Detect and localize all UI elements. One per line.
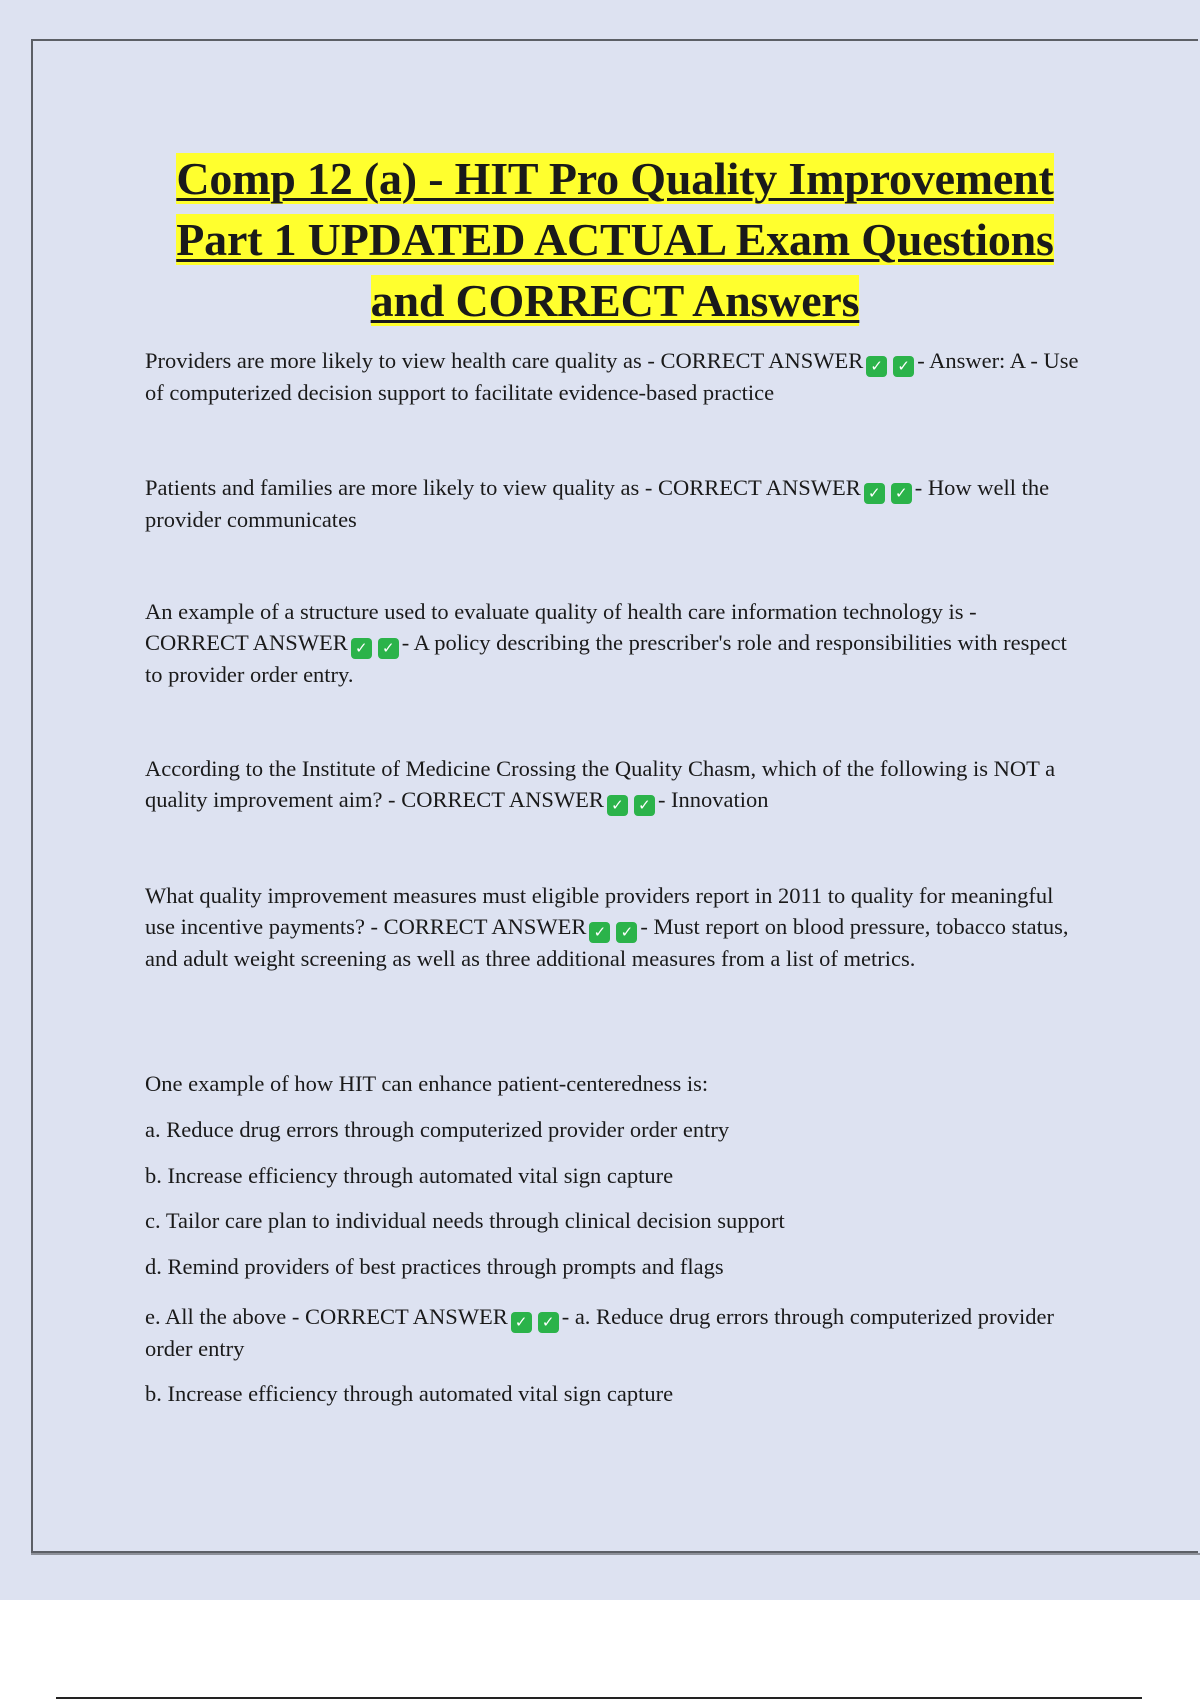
title-line-1: Comp 12 (a) - HIT Pro Quality Improvement [176, 153, 1054, 204]
answer-text: - a. Reduce drug errors through computerized provider order entry [145, 1304, 1055, 1361]
answer-text: - Answer: A - Use of computerized decision support to facilitate evidence-based practice [145, 348, 1079, 405]
check-mark-icon: ✓ [891, 483, 912, 504]
option-a: a. Reduce drug errors through computerized provider order entry [145, 1117, 730, 1142]
answer-text: - Innovation [657, 787, 769, 812]
page-bottom-rule [56, 1697, 1142, 1699]
check-mark-icon: ✓ [589, 922, 610, 943]
option-b: b. Increase efficiency through automated vital sign capture [145, 1163, 674, 1188]
answer-text: - A policy describing the prescriber's role and responsibilities with respect to provider order entry. [145, 630, 1067, 687]
check-mark-icon: ✓ [616, 922, 637, 943]
qa-text [145, 345, 1085, 408]
qa-item-4 [145, 753, 1085, 816]
qa-item-5 [145, 880, 1085, 974]
option-e-with-answer [145, 1301, 1085, 1364]
frame-bottom-edge [31, 1553, 1200, 1555]
qa-text [145, 880, 1085, 974]
check-mark-icon: ✓ [607, 795, 628, 816]
answer-text: - Must report on blood pressure, tobacco status, and adult weight screening as well as three additional measures from a list of metrics. [145, 914, 1069, 971]
question-text: According to the Institute of Medicine Crossing the Quality Chasm, which of the following is NOT a quality improvement aim? - [145, 756, 1056, 812]
qa-item-2 [145, 472, 1085, 535]
option-e: e. All the above - [145, 1304, 305, 1329]
qa-text [145, 596, 1085, 690]
answer-text: - How well the provider communicates [145, 475, 1050, 532]
check-mark-icon: ✓ [866, 356, 887, 377]
question-text: An example of a structure used to evaluate quality of health care information technology is - [145, 599, 977, 624]
check-mark-icon: ✓ [893, 356, 914, 377]
title-line-3: and CORRECT Answers [370, 275, 860, 326]
answer-marker: CORRECT ANSWER [145, 630, 348, 655]
qa-text [145, 753, 1085, 816]
title-line-2: Part 1 UPDATED ACTUAL Exam Questions [176, 214, 1054, 265]
question-text: What quality improvement measures must eligible providers report in 2011 to quality for meaningful use incentive payments? - [145, 883, 1054, 939]
option-d: d. Remind providers of best practices through prompts and flags [145, 1254, 724, 1279]
check-mark-icon: ✓ [634, 795, 655, 816]
answer-marker: CORRECT ANSWER [304, 1304, 508, 1329]
check-mark-icon: ✓ [538, 1312, 559, 1333]
qa-item-1 [145, 345, 1085, 408]
answer-continuation: b. Increase efficiency through automated vital sign capture [145, 1381, 674, 1406]
question-stem: One example of how HIT can enhance patient-centeredness is: [145, 1071, 709, 1096]
check-mark-icon: ✓ [351, 638, 372, 659]
option-c: c. Tailor care plan to individual needs through clinical decision support [145, 1208, 785, 1233]
document-title [145, 148, 1085, 331]
qa-text [145, 472, 1085, 535]
question-text: Patients and families are more likely to view quality as - [145, 475, 658, 500]
question-text: Providers are more likely to view health care quality as - [145, 348, 661, 373]
document-body [145, 148, 1085, 1406]
answer-marker: CORRECT ANSWER [660, 348, 864, 373]
check-mark-icon: ✓ [864, 483, 885, 504]
qa-item-3 [145, 596, 1085, 690]
answer-marker: CORRECT ANSWER [401, 787, 604, 812]
answer-marker: CORRECT ANSWER [658, 475, 861, 500]
answer-marker: CORRECT ANSWER [383, 914, 587, 939]
check-mark-icon: ✓ [511, 1312, 532, 1333]
check-mark-icon: ✓ [378, 638, 399, 659]
